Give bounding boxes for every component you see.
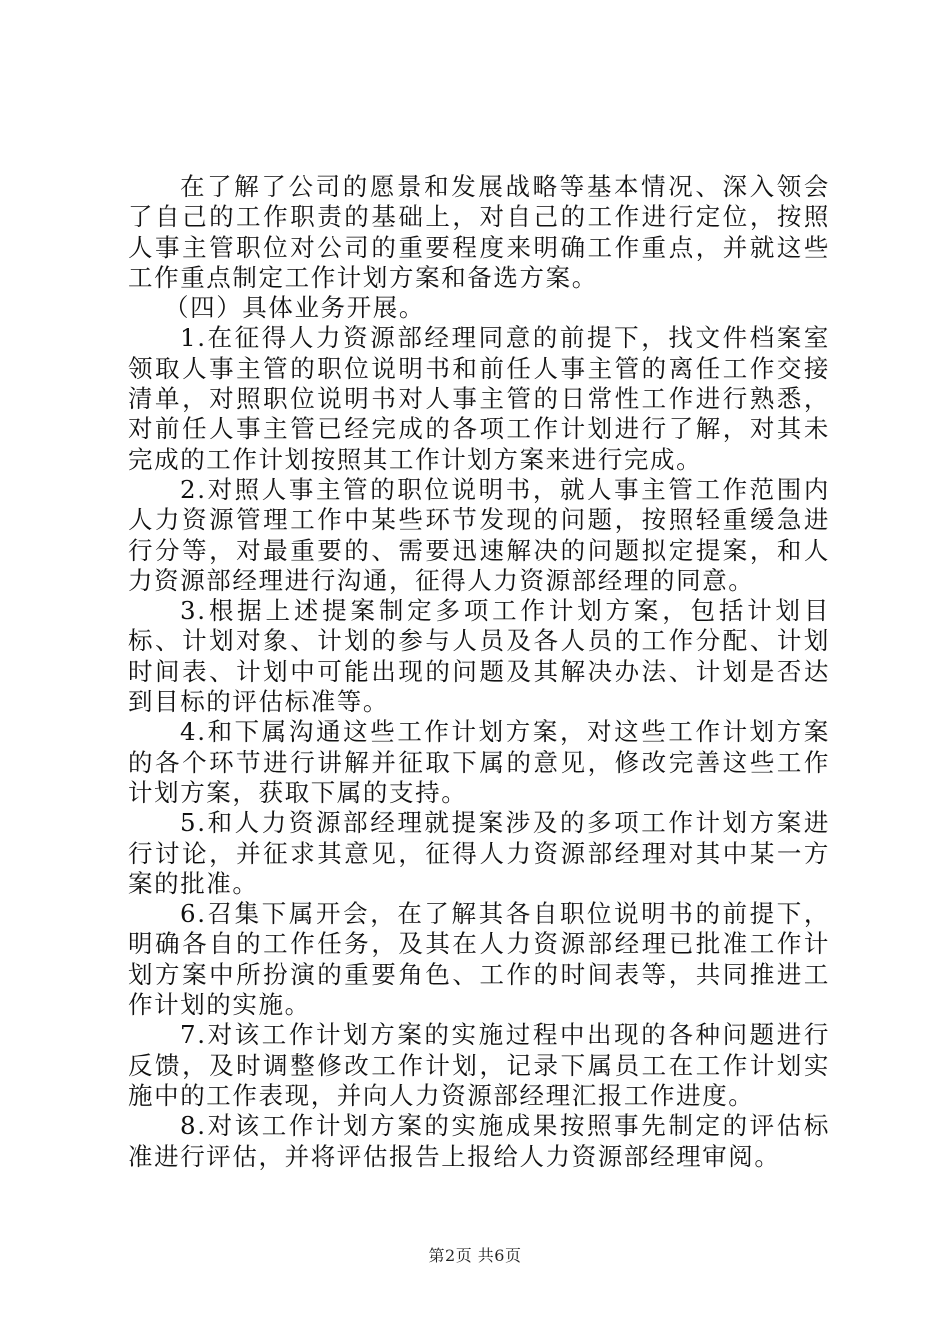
list-item-5: 5.和人力资源部经理就提案涉及的多项工作计划方案进行讨论，并征求其意见，征得人力资源部经理对其中某一方案的批准。 [128,808,830,898]
list-item-6: 6.召集下属开会，在了解其各自职位说明书的前提下，明确各自的工作任务，及其在人力资源部经理已批准工作计划方案中所扮演的重要角色、工作的时间表等，共同推进工作计划的实施。 [128,899,830,1020]
list-item-2: 2.对照人事主管的职位说明书，就人事主管工作范围内人力资源管理工作中某些环节发现的问题，按照轻重缓急进行分等，对最重要的、需要迅速解决的问题拟定提案，和人力资源部经理进行沟通，征得人力资源部经理的同意。 [128,474,830,595]
list-item-4: 4.和下属沟通这些工作计划方案，对这些工作计划方案的各个环节进行讲解并征取下属的意见，修改完善这些工作计划方案，获取下属的支持。 [128,717,830,807]
list-item-7: 7.对该工作计划方案的实施过程中出现的各种问题进行反馈，及时调整修改工作计划，记录下属员工在工作计划实施中的工作表现，并向人力资源部经理汇报工作进度。 [128,1020,830,1110]
section-heading-4: （四）具体业务开展。 [164,293,425,323]
list-item-1: 1.在征得人力资源部经理同意的前提下，找文件档案室领取人事主管的职位说明书和前任人事主管的离任工作交接清单，对照职位说明书对人事主管的日常性工作进行熟悉，对前任人事主管已经完成的各项工作计划进行了解，对其未完成的工作计划按照其工作计划方案来进行完成。 [128,323,830,474]
list-item-3: 3.根据上述提案制定多项工作计划方案，包括计划目标、计划对象、计划的参与人员及各人员的工作分配、计划时间表、计划中可能出现的问题及其解决办法、计划是否达到目标的评估标准等。 [128,596,830,717]
page-number-footer: 第2页 共6页 [428,1246,522,1265]
paragraph-intro: 在了解了公司的愿景和发展战略等基本情况、深入领会了自己的工作职责的基础上，对自己的工作进行定位，按照人事主管职位对公司的重要程度来明确工作重点，并就这些工作重点制定工作计划方案和备选方案。 [128,172,830,292]
list-item-8: 8.对该工作计划方案的实施成果按照事先制定的评估标准进行评估，并将评估报告上报给人力资源部经理审阅。 [128,1111,830,1171]
document-body [128,172,830,1172]
